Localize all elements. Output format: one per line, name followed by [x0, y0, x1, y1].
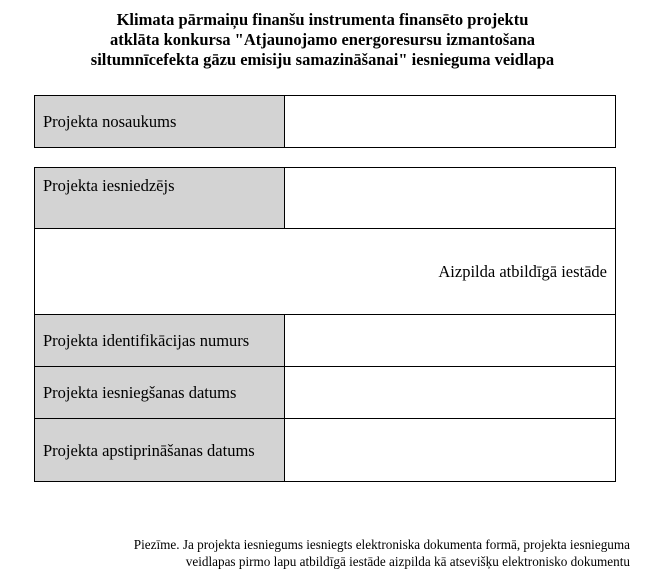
submission-date-field[interactable]	[285, 367, 616, 419]
title-line-1: Klimata pārmaiņu finanšu instrumenta finansēto projektu	[116, 10, 529, 29]
approval-date-field[interactable]	[285, 419, 616, 482]
project-id-row	[35, 315, 616, 367]
project-name-label: Projekta nosaukums	[35, 96, 285, 148]
applicant-field[interactable]	[285, 168, 616, 229]
project-name-row	[35, 96, 616, 148]
project-details-table	[34, 167, 616, 482]
project-name-table	[34, 95, 616, 148]
title-line-2: atklāta konkursa "Atjaunojamo energoresursu izmantošana	[109, 30, 536, 49]
project-id-label: Projekta identifikācijas numurs	[35, 315, 285, 367]
footnote	[34, 536, 630, 570]
applicant-label: Projekta iesniedzējs	[35, 168, 285, 229]
approval-date-row	[35, 419, 616, 482]
document-title	[0, 10, 645, 70]
institution-section-row	[35, 229, 616, 315]
approval-date-label: Projekta apstiprināšanas datums	[35, 419, 285, 482]
submission-date-row	[35, 367, 616, 419]
footnote-line-1: Piezīme. Ja projekta iesniegums iesniegts elektroniska dokumenta formā, projekta iesnieguma	[133, 537, 630, 552]
applicant-row	[35, 168, 616, 229]
footnote-line-2: veidlapas pirmo lapu atbildīgā iestāde aizpilda kā atsevišķu elektronisko dokumentu	[185, 554, 630, 569]
institution-note: Aizpilda atbildīgā iestāde	[35, 229, 616, 315]
title-line-3: siltumnīcefekta gāzu emisiju samazināšanai" iesnieguma veidlapa	[90, 50, 555, 69]
submission-date-label: Projekta iesniegšanas datums	[35, 367, 285, 419]
project-id-field[interactable]	[285, 315, 616, 367]
project-name-field[interactable]	[285, 96, 616, 148]
